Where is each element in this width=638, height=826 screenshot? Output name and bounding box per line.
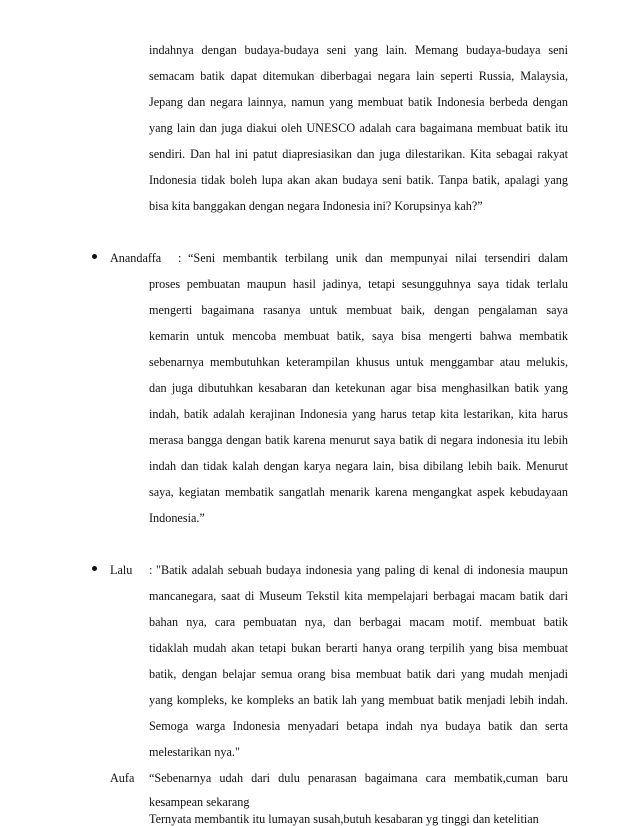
text-line: Indonesia.” — [149, 511, 205, 525]
speaker-name: Aufa — [110, 771, 135, 785]
text-line: merasa bangga dengan batik karena menurut saya batik di negara indonesia itu lebih — [149, 433, 568, 447]
bullet-icon — [92, 250, 100, 258]
text-line: kemarin untuk mencoba membuat batik, saya bisa mengerti bahwa membatik — [149, 329, 568, 343]
text-line: yang lain dan juga diakui oleh UNESCO adalah cara bagaimana membuat batik itu — [149, 121, 568, 135]
text-line: bisa kita banggakan dengan negara Indonesia ini? Korupsinya kah?” — [149, 199, 483, 213]
text-line: mengerti bagaimana rasanya untuk membuat baik, dengan pengalaman saya — [149, 303, 568, 317]
text-line: tidaklah mudah akan tetapi bukan berarti hanya orang terpilih yang bisa membuat — [149, 641, 568, 655]
text-line: “Sebenarnya udah dari dulu penarasan bagaimana cara membatik,cuman baru — [149, 771, 568, 785]
text-line: saya, kegiatan membatik sangatlah menarik karena mengangkat aspek kebudayaan — [149, 485, 568, 499]
speaker-colon: : — [178, 251, 182, 265]
text-line: indahnya dengan budaya-budaya seni yang lain. Memang budaya-budaya seni — [149, 43, 568, 57]
text-line: sendiri. Dan hal ini patut diapresiasikan dan juga dilestarikan. Kita sebagai rakyat — [149, 147, 568, 161]
text-line: "Batik adalah sebuah budaya indonesia yang paling di kenal di indonesia maupun — [156, 563, 568, 577]
text-line: Semoga warga Indonesia menyadari betapa indah nya budaya batik dan serta — [149, 719, 568, 733]
text-line: semacam batik dapat ditemukan diberbagai negara lain seperti Russia, Malaysia, — [149, 69, 568, 83]
text-line: dan juga dibutuhkan kesabaran dan ketekunan agar bisa menghasilkan batik yang — [149, 381, 568, 395]
text-line: melestarikan nya." — [149, 745, 240, 759]
text-line: “Seni membantik terbilang unik dan mempunyai nilai tersendiri dalam — [188, 251, 568, 265]
text-line: Ternyata membantik itu lumayan susah,butuh kesabaran yg tinggi dan ketelitian — [149, 812, 539, 826]
text-line: sebenarnya membutuhkan keterampilan khusus untuk menggambar atau melukis, — [149, 355, 568, 369]
text-line: Indonesia tidak boleh lupa akan akan budaya seni batik. Tanpa batik, apalagi yang — [149, 173, 568, 187]
speaker-colon: : — [149, 563, 153, 577]
bullet-icon — [92, 562, 100, 570]
text-line: mancanegara, saat di Museum Tekstil kita mempelajari berbagai macam batik dari — [149, 589, 568, 603]
text-line: kesampean sekarang — [149, 795, 250, 809]
text-line: batik, dengan belajar semua orang bisa membuat batik dari yang mudah menjadi — [149, 667, 568, 681]
text-line: yang kompleks, ke kompleks an batik lah yang membuat batik menjadi lebih indah. — [149, 693, 568, 707]
speaker-name: Lalu — [110, 563, 133, 577]
text-line: bahan nya, cara pembuatan nya, dan berbagai macam motif. membuat batik — [149, 615, 568, 629]
text-line: indah dan tidak kalah dengan karya negara lain, bisa dibilang lebih baik. Menurut — [149, 459, 568, 473]
text-line: proses pembuatan maupun hasil jadinya, tetapi sesungguhnya saya tidak terlalu — [149, 277, 568, 291]
text-line: indah, batik adalah kerajinan Indonesia yang harus tetap kita lestarikan, kita harus — [149, 407, 568, 421]
text-line: Jepang dan negara lainnya, namun yang membuat batik Indonesia berbeda dengan — [149, 95, 568, 109]
speaker-name: Anandaffa — [110, 251, 162, 265]
